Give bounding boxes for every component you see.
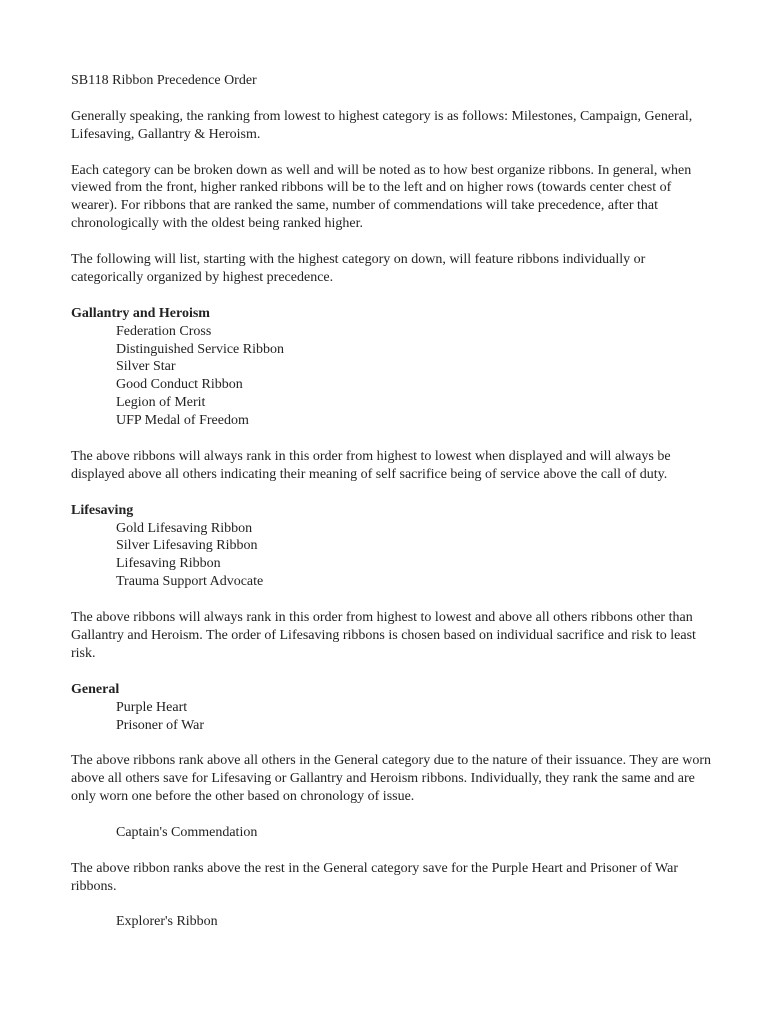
section-heading-general: General (71, 681, 120, 697)
lifesaving-note: The above ribbons will always rank in this order from highest to lowest and above all others ribbons other than Gallantry and Heroism. The order of Lifesaving ribbons is chosen based on individual sacrifice and risk to least risk. (71, 610, 696, 661)
list-item: Silver Lifesaving Ribbon (116, 538, 258, 554)
intro-paragraph: Generally speaking, the ranking from lowest to highest category is as follows: Milestones, Campaign, General, Lifesaving, Gallantry & Heroism. (71, 108, 693, 142)
list-item: Good Conduct Ribbon (116, 377, 243, 393)
general-ribbon-list (71, 699, 711, 735)
list-item: Purple Heart (116, 699, 188, 715)
gallantry-ribbon-list (71, 323, 711, 430)
document-page (71, 72, 711, 949)
list-item: Silver Star (116, 359, 176, 375)
list-item: Prisoner of War (116, 717, 205, 733)
intro-paragraph: The following will list, starting with the highest category on down, will feature ribbons individually or categorically organized by highest precedence. (71, 252, 646, 285)
section-heading-lifesaving: Lifesaving (71, 502, 134, 518)
list-item: Trauma Support Advocate (116, 574, 264, 590)
list-item: UFP Medal of Freedom (116, 413, 249, 429)
lifesaving-ribbon-list (71, 520, 711, 592)
section-heading-gallantry: Gallantry and Heroism (71, 305, 210, 321)
document-title: SB118 Ribbon Precedence Order (71, 73, 257, 88)
list-item: Lifesaving Ribbon (116, 556, 221, 572)
captains-commendation-item: Captain's Commendation (116, 824, 258, 840)
general-note: The above ribbons rank above all others in the General category due to the nature of their issuance. They are worn above all others save for Lifesaving or Gallantry and Heroism ribbons. Individually, they rank the same and are only worn one before the other based on chronology of issue. (71, 753, 712, 805)
intro-paragraph: Each category can be broken down as well and will be noted as to how best organize ribbons. In general, when viewed from the front, higher ranked ribbons will be to the left and on higher rows (towards center chest of wearer). For ribbons that are ranked the same, number of commendations will take precedence, after that chronologically with the oldest being ranked higher. (71, 162, 692, 232)
list-item: Gold Lifesaving Ribbon (116, 520, 253, 536)
gallantry-note: The above ribbons will always rank in this order from highest to lowest when displayed and will always be displayed above all others indicating their meaning of self sacrifice being of service above the call of duty. (71, 448, 671, 482)
explorers-ribbon-item: Explorer's Ribbon (116, 914, 218, 930)
list-item: Federation Cross (116, 323, 212, 339)
captains-commendation-note: The above ribbon ranks above the rest in the General category save for the Purple Heart and Prisoner of War ribbons. (71, 860, 679, 894)
list-item: Legion of Merit (116, 395, 206, 411)
list-item: Distinguished Service Ribbon (116, 341, 284, 357)
